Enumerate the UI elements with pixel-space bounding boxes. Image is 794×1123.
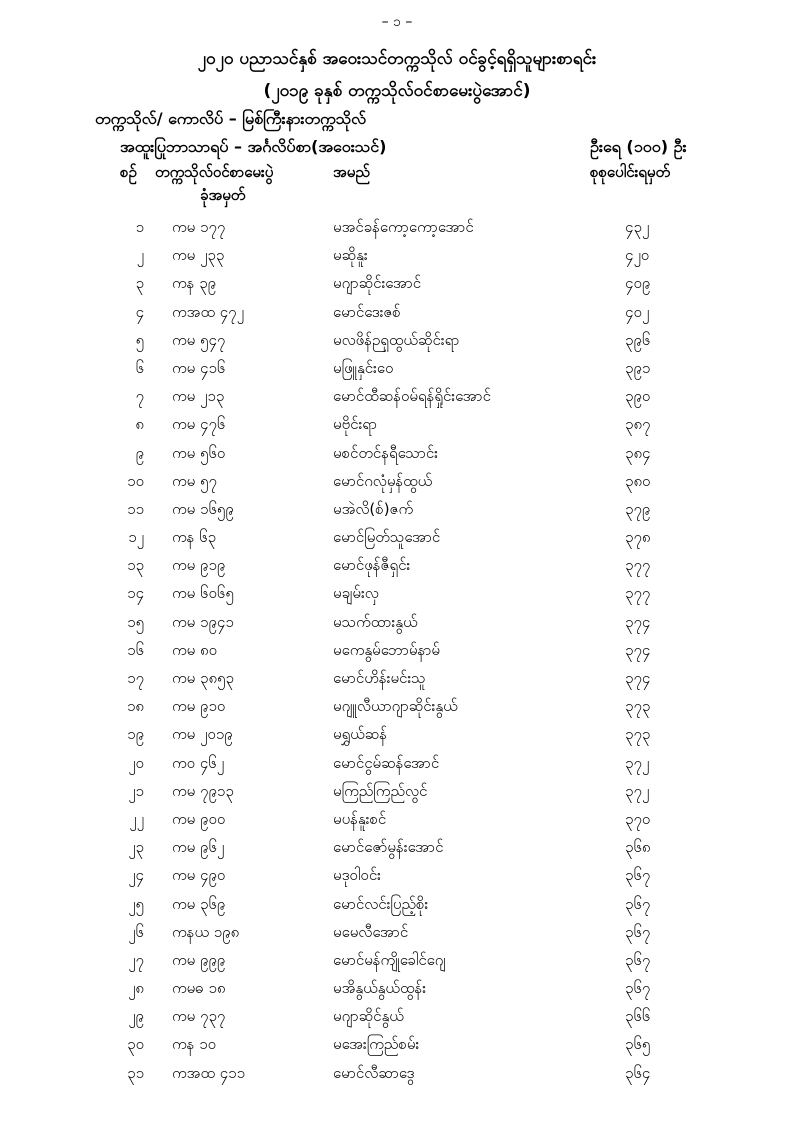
row-number: ၂၁: [128, 781, 144, 800]
student-name: မအင်ခန်ကော့ကော့အောင်: [333, 218, 474, 236]
total-score: ၃၈၀: [625, 471, 651, 490]
student-name: မောင်ငွမ်ဆန်အောင်: [333, 753, 440, 772]
student-name: မောင်မြတ်သူအောင်: [333, 528, 441, 547]
total-score: ၄၀၉: [625, 274, 651, 293]
row-number: ၁: [135, 218, 144, 236]
table-row: [0, 921, 794, 949]
roll-number: ကမ ၉၀၀: [172, 809, 226, 828]
student-name: မအေးကြည်စမ်း: [333, 1035, 420, 1054]
student-name: မကေနွမ်ဘောမ်နာမ်: [333, 640, 440, 659]
total-score: ၃၆၇: [625, 894, 651, 913]
roll-number: ကအထ ၄၇၂: [172, 302, 244, 321]
subject-label: အထူးပြုဘာသာရပ် – အင်္ဂလိပ်စာ(အဝေးသင်): [120, 137, 387, 156]
roll-number: ကမ ၈၀: [172, 640, 218, 659]
table-row: [0, 301, 794, 329]
total-score: ၃၇၂: [625, 753, 650, 772]
table-row: [0, 357, 794, 385]
table-row: [0, 216, 794, 244]
total-score: ၃၆၆: [625, 1007, 651, 1026]
student-name: မဖြူနှင်းဝေ: [333, 358, 394, 377]
table-row: [0, 329, 794, 357]
roll-number: ကမ ၇၃၇: [172, 1007, 226, 1026]
student-name: မသက်ထားနွယ်: [333, 612, 418, 631]
total-score: ၃၇၀: [625, 809, 651, 828]
row-number: ၉: [135, 443, 144, 462]
total-score: ၃၇၂: [625, 781, 650, 800]
total-score: ၄၀၂: [625, 302, 650, 321]
table-row: [0, 639, 794, 667]
results-table: [0, 216, 794, 1090]
total-score: ၃၇၉: [625, 499, 651, 518]
total-score: ၄၃၂: [625, 218, 650, 236]
roll-number: ကမ ၄၇၆: [172, 415, 226, 434]
total-score: ၃၉၆: [625, 330, 651, 349]
student-name: မောင်ဂလုံမှန်ထွယ်: [333, 471, 433, 490]
student-name: မောင်လင်းပြည့်စိုး: [333, 894, 429, 913]
row-number: ၈: [135, 415, 144, 434]
roll-number: ကမ ၃၈၅၃: [172, 669, 234, 687]
student-name: မောင်ဇော်မွန်းအောင်: [333, 838, 444, 857]
roll-number: ကမ ၇၉၁၃: [172, 781, 234, 800]
total-score: ၃၆၇: [625, 979, 651, 998]
university-label: တက္ကသိုလ်/ ကောလိပ် – မြစ်ကြီးနားတက္ကသိုလ်: [95, 109, 367, 128]
table-row: [0, 780, 794, 808]
table-row: [0, 864, 794, 892]
roll-number: ကမ ၉၁၀: [172, 697, 226, 716]
roll-number: ကမ ၉၆၂: [172, 838, 225, 857]
table-row: [0, 582, 794, 610]
header-name: အမည်: [333, 163, 370, 181]
table-row: [0, 442, 794, 470]
table-row: [0, 498, 794, 526]
table-row: [0, 385, 794, 413]
row-number: ၂၇: [128, 950, 144, 969]
document-subtitle: (၂၀၁၉ ခုနှစ် တက္ကသိုလ်ဝင်စာမေးပွဲအောင်): [263, 81, 531, 101]
student-name: မောင်ဒေးဇစ်: [333, 302, 401, 321]
page-number: – ၁ –: [381, 14, 413, 30]
table-row: [0, 949, 794, 977]
header-roll-number-line2: ခုံအမှတ်: [200, 186, 246, 204]
total-score: ၃၇၄: [625, 640, 651, 659]
table-row: [0, 808, 794, 836]
row-number: ၂၉: [128, 1007, 144, 1026]
roll-number: ကမ ၃၆၉: [172, 894, 226, 913]
table-row: [0, 977, 794, 1005]
total-score: ၃၇၈: [625, 528, 651, 547]
roll-number: ကအထ ၄၁၁: [172, 1063, 246, 1082]
total-score: ၃၇၇: [625, 584, 651, 603]
header-no: စဉ်: [120, 163, 137, 181]
table-row: [0, 752, 794, 780]
row-number: ၁၆: [127, 640, 144, 659]
header-total-score: စုစုပေါင်းရမှတ်: [590, 163, 671, 181]
table-row: [0, 1033, 794, 1061]
roll-number: ကမ ၅၄၇: [172, 330, 226, 349]
table-row: [0, 836, 794, 864]
row-number: ၂၄: [128, 866, 144, 885]
total-score: ၃၉၁: [625, 358, 651, 377]
row-number: ၂၃: [128, 838, 144, 857]
roll-number: ကမ ၁၆၅၉: [172, 499, 234, 518]
row-number: ၁၇: [127, 669, 144, 687]
student-name: မောင်ဟိန်းမင်းသူ: [333, 669, 426, 687]
table-row: [0, 554, 794, 582]
total-score: ၃၇၃: [625, 725, 651, 744]
document-title: ၂၀၂၀ ပညာသင်နှစ် အဝေးသင်တက္ကသိုလ် ဝင်ခွင့်ရရှိသူများစာရင်း: [197, 49, 597, 69]
table-row: [0, 1005, 794, 1033]
roll-number: ကမ ၂၀၁၉: [172, 725, 233, 744]
total-score: ၃၈၄: [625, 443, 651, 462]
student-name: မကြည်ကြည်လွင်: [333, 781, 428, 800]
total-score: ၃၆၄: [625, 1063, 651, 1082]
roll-number: ကနယ ၁၉၈: [172, 922, 240, 941]
table-row: [0, 723, 794, 751]
row-number: ၃: [135, 274, 144, 293]
row-number: ၂: [136, 246, 144, 265]
student-name: မလဖိန်ဉရှထွယ်ဆိုင်းရာ: [333, 330, 460, 349]
roll-number: ကန ၁၀: [172, 1035, 217, 1054]
table-row: [0, 893, 794, 921]
total-score: ၃၆၅: [625, 1035, 651, 1054]
total-score: ၃၇၄: [625, 612, 651, 631]
table-row: [0, 272, 794, 300]
roll-number: ကန ၃၉: [172, 274, 217, 293]
roll-number: ကမ ၂၁၃: [172, 387, 225, 406]
table-row: [0, 667, 794, 695]
student-name: မပန်နူးစင်: [333, 809, 387, 828]
row-number: ၂၈: [128, 979, 144, 998]
total-score: ၃၆၈: [625, 838, 651, 857]
student-count: ဦးရေ (၁၀၀) ဦး: [590, 137, 687, 156]
roll-number: ကမ ၉၁၉: [172, 556, 226, 575]
row-number: ၁၁: [127, 499, 144, 518]
roll-number: ကမ ၄၁၆: [172, 358, 226, 377]
header-roll-number: တက္ကသိုလ်ဝင်စာမေးပွဲ: [155, 163, 274, 181]
row-number: ၄: [135, 302, 144, 321]
row-number: ၁၀: [127, 471, 144, 490]
table-row: [0, 413, 794, 441]
roll-number: ကမ ၁၉၄၁: [172, 612, 234, 631]
total-score: ၄၂၀: [625, 246, 650, 265]
student-name: မအဲလိ(စ်)ဇက်: [333, 499, 414, 518]
roll-number: ကမ ၂၃၃: [172, 246, 225, 265]
student-name: မရွှယ်ဆန်: [333, 725, 388, 744]
roll-number: ကမ ၅၇: [172, 471, 217, 490]
student-name: မဂျာဆိုင်နွယ်: [333, 1007, 404, 1026]
student-name: မဒုဝါဝင်း: [333, 866, 381, 885]
row-number: ၂၂: [129, 809, 144, 828]
row-number: ၃၀: [127, 1035, 144, 1054]
row-number: ၁၃: [127, 556, 144, 575]
row-number: ၁၅: [127, 612, 144, 631]
row-number: ၂၆: [128, 922, 144, 941]
student-name: မဂျူလီယာဂျာဆိုင်းနွယ်: [333, 697, 458, 716]
row-number: ၁၈: [126, 697, 144, 716]
total-score: ၃၇၇: [625, 556, 651, 575]
student-name: မမေလီအောင်: [333, 922, 409, 941]
total-score: ၃၆၇: [625, 922, 651, 941]
row-number: ၃၁: [127, 1063, 144, 1082]
roll-number: ကမ ၁၇၇: [172, 218, 226, 236]
row-number: ၅: [135, 330, 144, 349]
table-row: [0, 244, 794, 272]
student-name: မောင်လီဆာဒွေ: [333, 1063, 415, 1082]
table-row: [0, 695, 794, 723]
student-name: မအိနွယ်နွယ်ထွန်း: [333, 979, 427, 998]
row-number: ၇: [135, 387, 144, 406]
student-name: မစင်တင်နရီသောင်း: [333, 443, 438, 462]
student-name: မဂျာဆိုင်းအောင်: [333, 274, 422, 293]
roll-number: ကမဓ ၁၈: [172, 979, 226, 998]
total-score: ၃၈၇: [625, 415, 651, 434]
student-name: မဗိုင်းရာ: [333, 415, 378, 434]
table-row: [0, 611, 794, 639]
table-row: [0, 526, 794, 554]
row-number: ၁၂: [128, 528, 144, 547]
row-number: ၁၄: [127, 584, 144, 603]
student-name: မချမ်းလှ: [333, 584, 379, 603]
total-score: ၃၇၃: [625, 697, 651, 716]
row-number: ၂၀: [128, 753, 144, 772]
roll-number: ကမ ၅၆၀: [172, 443, 226, 462]
row-number: ၂၅: [128, 894, 144, 913]
table-row: [0, 470, 794, 498]
table-row: [0, 1062, 794, 1090]
row-number: ၆: [135, 358, 144, 377]
student-name: မောင်ဖုန်ဇီရှင်း: [333, 556, 411, 575]
row-number: ၁၉: [127, 725, 144, 744]
total-score: ၃၆၇: [625, 950, 651, 969]
roll-number: ကဝ ၄၆၂: [172, 753, 225, 772]
roll-number: ကမ ၉၉၉: [172, 950, 226, 969]
roll-number: ကမ ၆၀၆၅: [172, 584, 234, 603]
student-name: မောင်ထီဆန်ဝမ်ရန်ရှိုင်းအောင်: [333, 387, 491, 406]
total-score: ၃၇၄: [625, 669, 651, 687]
roll-number: ကမ ၄၉၀: [172, 866, 226, 885]
total-score: ၃၉၀: [625, 387, 651, 406]
total-score: ၃၆၇: [625, 866, 651, 885]
roll-number: ကန ၆၃: [172, 528, 217, 547]
student-name: မောင်မန်ကျိုခေါင်ဂျေ: [333, 950, 446, 969]
student-name: မဆိုနူး: [333, 246, 368, 265]
